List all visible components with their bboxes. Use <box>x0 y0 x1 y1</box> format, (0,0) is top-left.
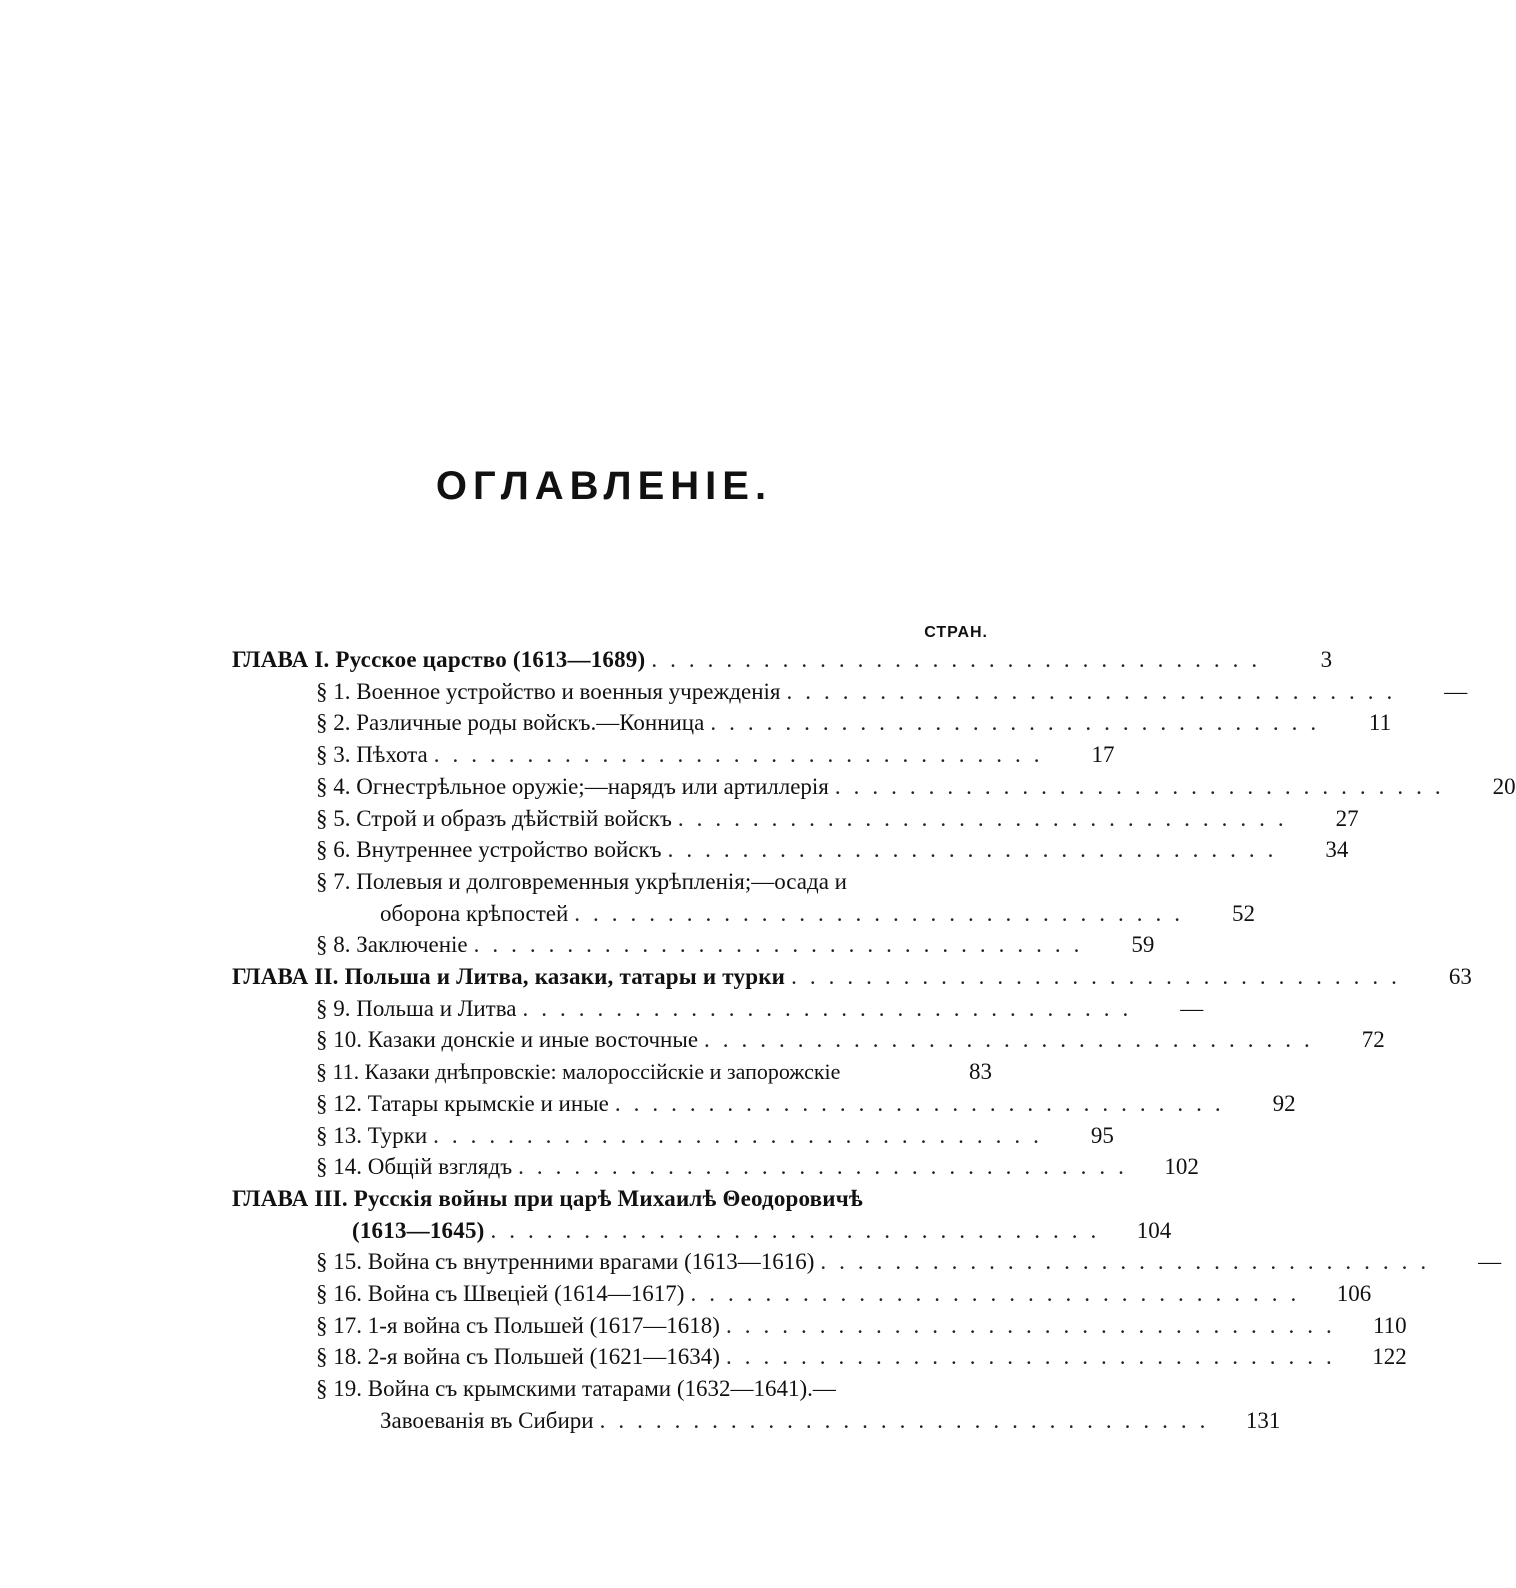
toc-entry-label: оборона крѣпостей <box>380 900 569 926</box>
toc-entry-chapter-2 <box>232 961 1472 993</box>
toc-entry-page: 52 <box>1232 900 1256 926</box>
leader-dots: ................................. <box>518 1154 1137 1180</box>
toc-entry-label: § 4. Огнестрѣльное оружіе;—нарядъ или артиллерія <box>316 773 829 799</box>
toc-entry-label: Завоеванія въ Сибири <box>380 1407 594 1433</box>
toc-entry-page: 122 <box>1372 1344 1407 1370</box>
leader-dots: ................................. <box>834 773 1454 799</box>
toc-entry-page: 59 <box>1131 932 1155 958</box>
toc-entry-label: § 14. Общій взглядъ <box>316 1154 513 1180</box>
toc-entry-section-18 <box>232 1341 1407 1373</box>
toc-entry-chapter-1 <box>232 644 1333 676</box>
toc-entry-label: ГЛАВА III. Русскія войны при царѣ Михаилѣ Θеодоровичѣ <box>232 1185 863 1211</box>
leader-dots: ................................. <box>677 805 1297 831</box>
toc-entry-section-11 <box>232 1056 992 1088</box>
toc-entry-section-2 <box>232 707 1392 739</box>
toc-entry-label: § 10. Казаки донскіе и иные восточные <box>316 1027 699 1053</box>
toc-entry-section-19 <box>232 1373 992 1405</box>
leader-dots: ................................. <box>704 1027 1323 1053</box>
toc-entry-label: § 19. Война съ крымскими татарами (1632—1641).— <box>316 1376 836 1402</box>
toc-entry-page: 3 <box>1320 647 1333 672</box>
toc-entry-page: 106 <box>1336 1281 1372 1307</box>
toc-entry-label: § 5. Строй и образъ дѣйствій войскъ <box>316 805 672 831</box>
toc-entry-label: § 13. Турки <box>316 1122 428 1148</box>
toc-entry-section-5 <box>232 803 1359 835</box>
toc-entry-page: 83 <box>969 1059 992 1085</box>
toc-entry-page: 63 <box>1448 964 1472 990</box>
toc-entry-section-10 <box>232 1024 1385 1056</box>
page-title: ОГЛАВЛЕНІЕ. <box>435 464 773 508</box>
toc-entry-label: § 1. Военное устройство и военныя учрежденія <box>316 678 781 704</box>
toc-entry-page: 102 <box>1164 1154 1199 1180</box>
leader-dots: ................................. <box>667 837 1287 863</box>
toc-entry-page: 92 <box>1272 1090 1296 1116</box>
toc-entry-page: 17 <box>1091 742 1115 768</box>
toc-entry-label: § 9. Польша и Литва <box>316 995 517 1021</box>
leader-dots: ................................. <box>433 742 1053 768</box>
toc-entry-section-6 <box>232 834 1349 866</box>
toc-entry-label: ГЛАВА II. Польша и Литва, казаки, татары и турки <box>232 964 786 990</box>
toc-entry-section-16 <box>232 1278 1372 1310</box>
toc-entry-section-13 <box>232 1120 1114 1152</box>
toc-entry-page: — <box>1478 1249 1502 1275</box>
leader-dots: ................................. <box>725 1312 1345 1338</box>
leader-dots: ................................. <box>820 1249 1440 1275</box>
toc-entry-page: 72 <box>1361 1027 1385 1053</box>
toc-entry-section-12 <box>232 1088 1296 1120</box>
leader-dots: ................................. <box>473 932 1093 958</box>
toc-entry-label: § 15. Война съ внутренними врагами (1613—1616) <box>316 1249 815 1275</box>
leader-dots: ................................. <box>725 1344 1345 1370</box>
leader-dots: ................................. <box>574 900 1194 926</box>
leader-dots: ................................. <box>791 964 1410 990</box>
toc-entry-section-7-continued <box>232 898 1256 930</box>
toc-entry-label: § 8. Заключеніе <box>316 932 468 958</box>
leader-dots: ................................. <box>710 710 1330 736</box>
toc-entry-page: 11 <box>1368 710 1392 736</box>
toc-entry-section-14 <box>232 1151 1199 1183</box>
toc-entry-section-3 <box>232 739 1115 771</box>
toc-entry-page: 110 <box>1373 1312 1407 1338</box>
toc-entry-label: § 11. Казаки днѣпровскіе: малороссійскіе и запорожскіе <box>316 1059 841 1085</box>
leader-dots: ................................. <box>786 678 1406 704</box>
toc-entry-label: § 2. Различные роды войскъ.—Конница <box>316 710 705 736</box>
toc-entry-label: § 3. Пѣхота <box>316 742 428 768</box>
page-column-header: СТРАН. <box>924 624 988 641</box>
leader-dots: ................................. <box>614 1090 1234 1116</box>
toc-entry-chapter-3-continued <box>232 1215 1172 1247</box>
toc-entry-page: 20 <box>1492 773 1516 799</box>
toc-entry-section-15 <box>232 1246 1502 1278</box>
toc-entry-page: — <box>1180 995 1204 1021</box>
toc-entry-section-9 <box>232 993 1204 1025</box>
leader-dots: ................................. <box>599 1407 1219 1433</box>
toc-entry-label: ГЛАВА I. Русское царство (1613—1689) <box>232 647 646 672</box>
toc-entry-label: § 6. Внутреннее устройство войскъ <box>316 837 662 863</box>
toc-entry-section-17 <box>232 1310 1407 1342</box>
toc-entry-label: § 7. Полевыя и долговременныя укрѣпленія;—осада и <box>316 868 847 894</box>
toc-entry-section-4 <box>232 771 1516 803</box>
toc-entry-label: § 17. 1-я война съ Польшей (1617—1618) <box>316 1312 720 1338</box>
toc-entry-section-8 <box>232 929 1155 961</box>
toc-entry-label: § 18. 2-я война съ Польшей (1621—1634) <box>316 1344 720 1370</box>
toc-entry-page: 131 <box>1245 1407 1281 1433</box>
toc-entry-label: (1613—1645) <box>352 1217 485 1243</box>
toc-entry-page: 27 <box>1335 805 1359 831</box>
toc-entry-page: 95 <box>1090 1122 1114 1148</box>
toc-entry-page: 34 <box>1325 837 1349 863</box>
toc-entry-label: § 12. Татары крымскіе и иные <box>316 1090 609 1116</box>
toc-entry-section-19-continued <box>232 1405 1281 1437</box>
leader-dots: ................................. <box>433 1122 1052 1148</box>
toc-entry-page: — <box>1444 678 1468 704</box>
leader-dots: ................................. <box>490 1217 1110 1243</box>
leader-dots: ................................. <box>690 1281 1310 1307</box>
toc-entry-section-7 <box>232 866 992 898</box>
table-of-contents <box>232 622 1516 1437</box>
leader-dots: ................................. <box>651 647 1271 672</box>
toc-entry-page: 104 <box>1136 1217 1172 1243</box>
toc-entry-chapter-3 <box>232 1183 992 1215</box>
toc-entry-section-1 <box>232 676 1468 708</box>
leader-dots: ................................. <box>522 995 1142 1021</box>
toc-entry-label: § 16. Война съ Швеціей (1614—1617) <box>316 1281 685 1307</box>
